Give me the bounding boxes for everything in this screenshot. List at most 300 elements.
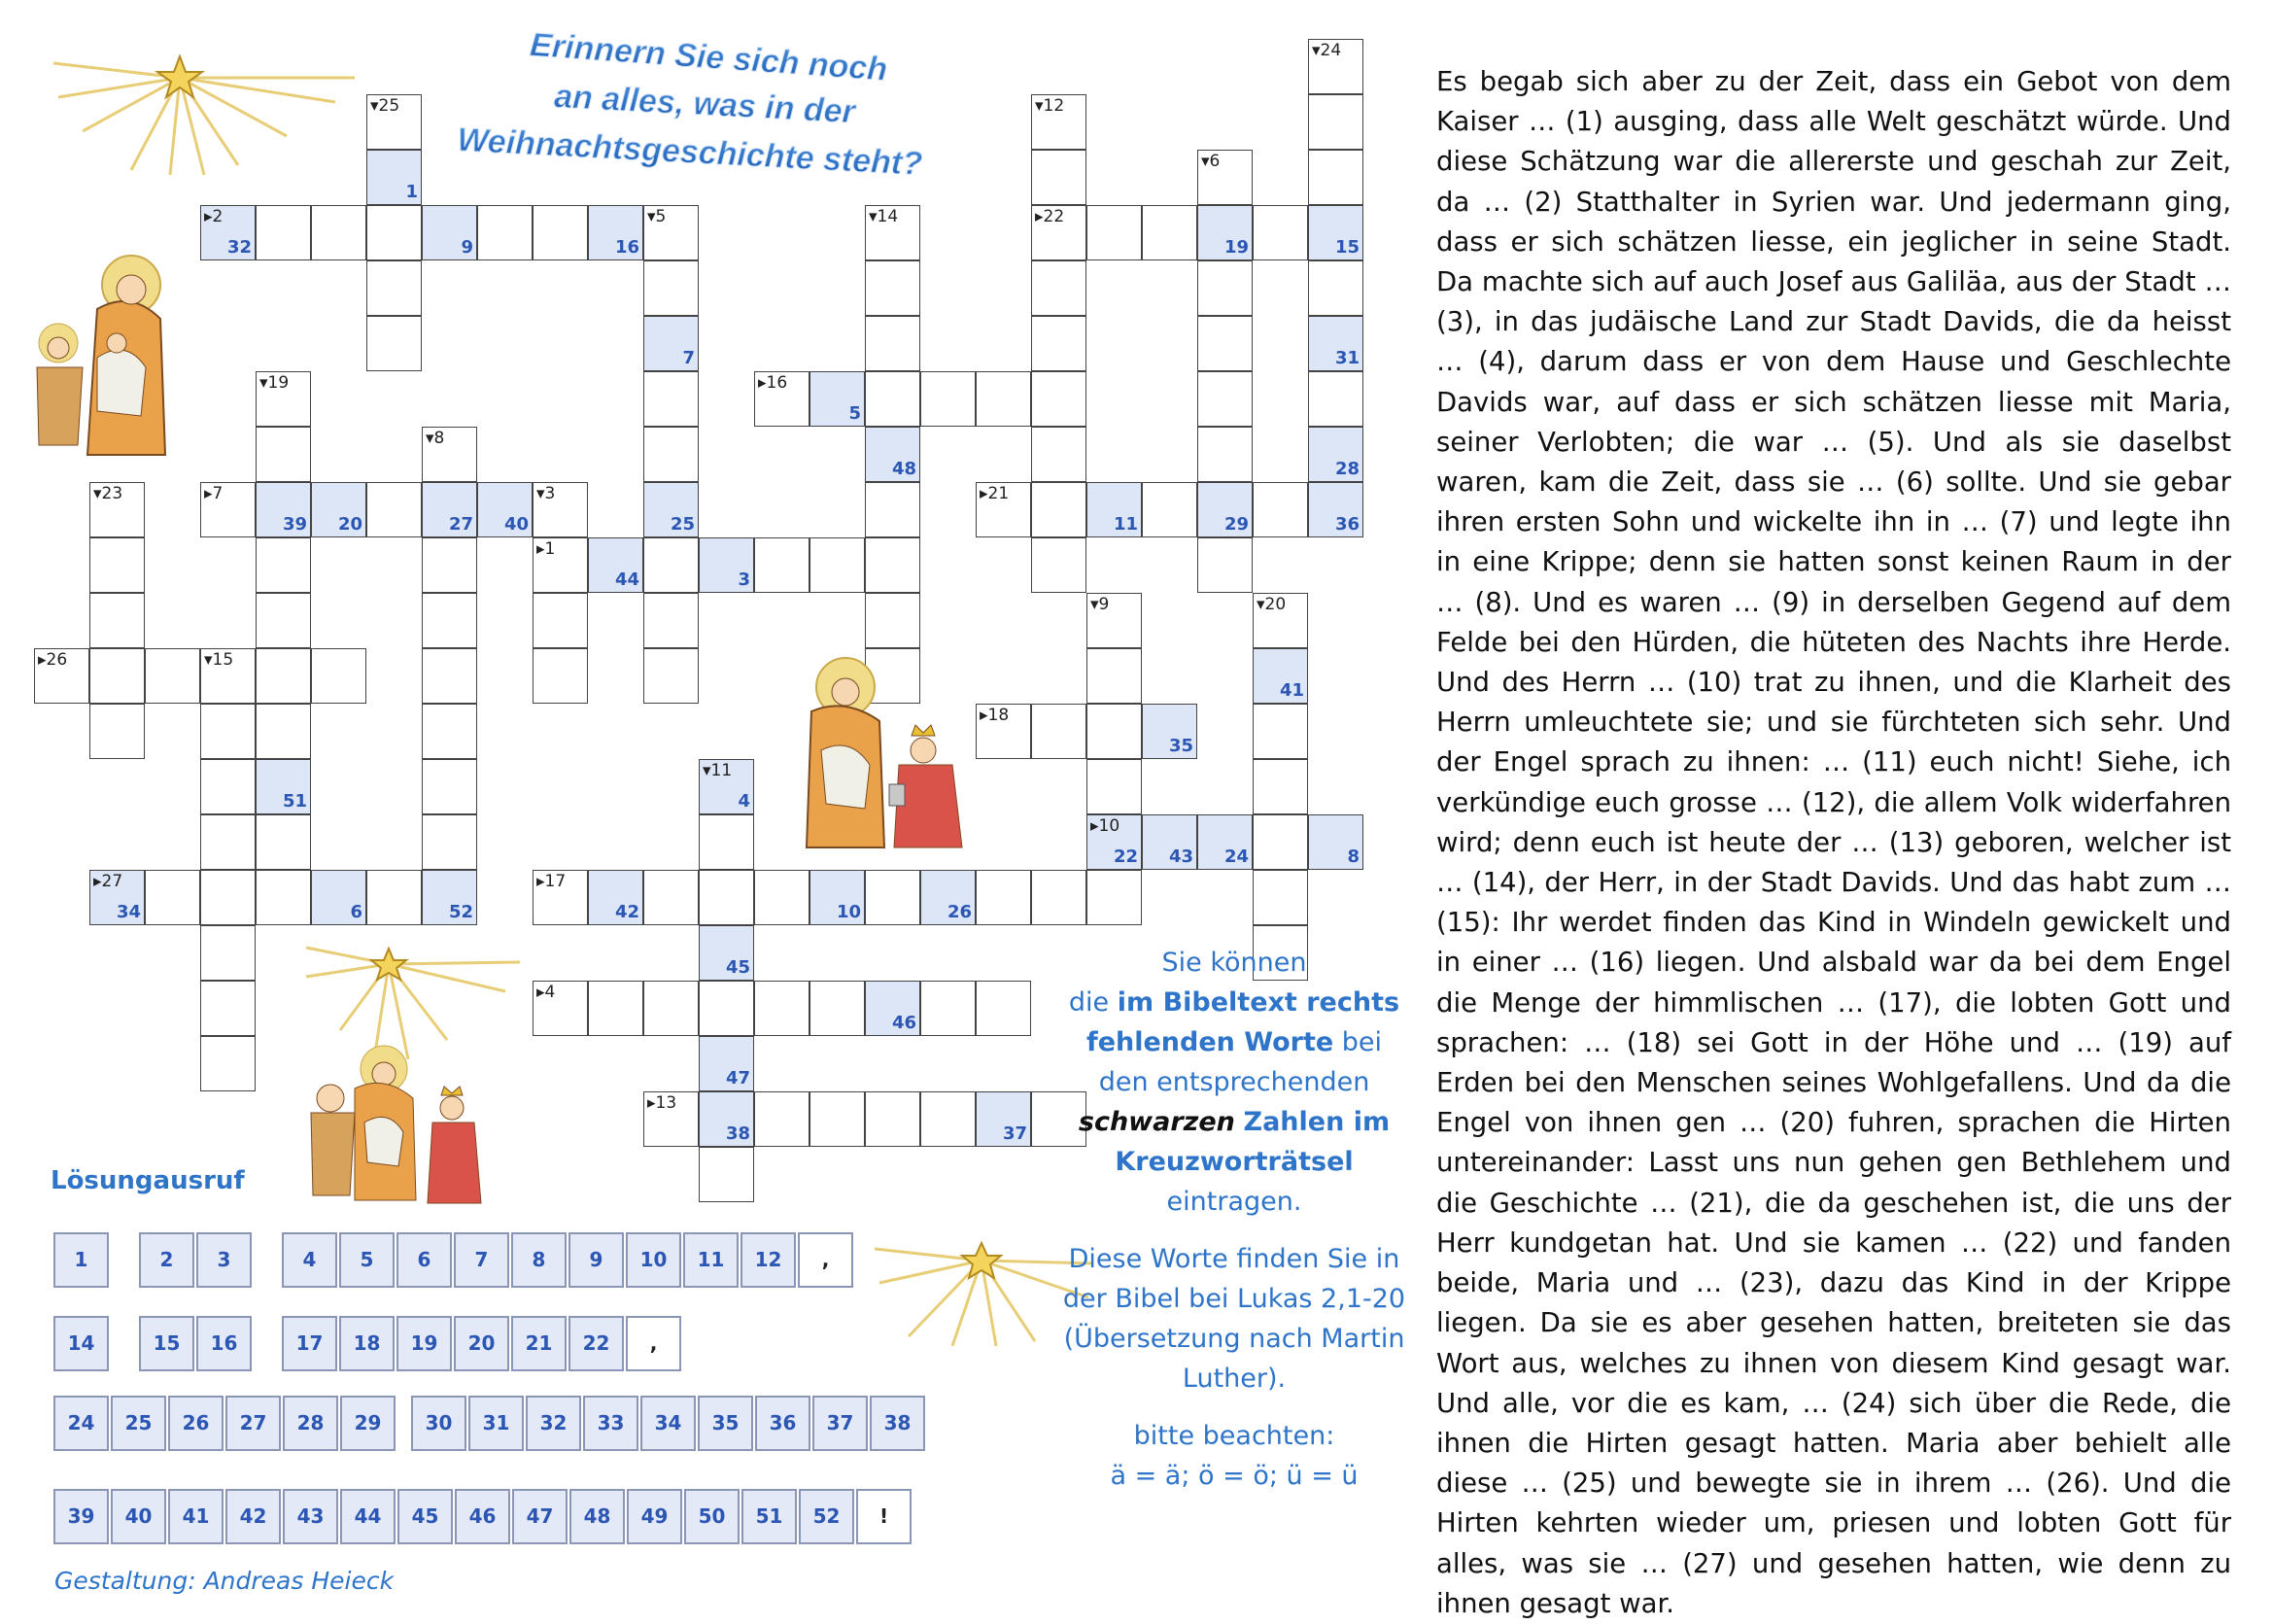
crossword-cell[interactable] [920, 1091, 976, 1147]
solution-box[interactable]: 12 [740, 1232, 796, 1288]
crossword-solution-cell[interactable] [976, 1091, 1031, 1147]
crossword-cell[interactable] [533, 482, 588, 537]
solution-index: 10 [836, 902, 861, 922]
crossword-solution-cell[interactable] [699, 1036, 754, 1091]
crossword-solution-cell[interactable] [1086, 482, 1142, 537]
solution-box[interactable]: 7 [454, 1232, 509, 1288]
solution-index: 32 [226, 237, 252, 258]
crossword-solution-cell[interactable] [809, 371, 865, 427]
solution-box[interactable]: 46 [455, 1489, 510, 1544]
solution-box[interactable]: 21 [511, 1316, 567, 1371]
crossword-cell[interactable] [200, 925, 256, 981]
crossword-cell[interactable] [1031, 704, 1086, 759]
instructions-emphasis: Zahlen im Kreuzworträtsel [1115, 1107, 1391, 1177]
crossword-cell[interactable] [1031, 870, 1086, 925]
crossword-cell[interactable] [256, 427, 311, 482]
clue-number: ▸27 [93, 872, 123, 891]
crossword-solution-cell[interactable] [311, 482, 366, 537]
solution-index: 8 [1347, 847, 1360, 867]
solution-index: 41 [1279, 680, 1304, 701]
solution-box[interactable]: 25 [111, 1396, 166, 1451]
crossword-cell[interactable] [256, 205, 311, 260]
crossword-solution-cell[interactable] [920, 870, 976, 925]
instructions-line: Sie können [1161, 948, 1307, 978]
solution-box[interactable]: 18 [339, 1316, 395, 1371]
solution-box[interactable]: 32 [526, 1396, 581, 1451]
solution-index: 35 [1168, 736, 1193, 756]
solution-box[interactable]: 38 [870, 1396, 925, 1451]
clue-number: ▸16 [758, 373, 788, 393]
solution-index: 45 [725, 957, 750, 978]
crossword-cell[interactable] [1253, 482, 1308, 537]
solution-box[interactable]: 48 [569, 1489, 625, 1544]
crossword-cell[interactable] [533, 870, 588, 925]
crossword-cell[interactable] [1142, 205, 1197, 260]
crossword-cell[interactable] [865, 371, 920, 427]
solution-index: 52 [448, 902, 473, 922]
crossword-cell[interactable] [643, 427, 699, 482]
solution-index: 42 [614, 902, 639, 922]
crossword-cell[interactable] [588, 981, 643, 1036]
nativity-magi-image [797, 653, 972, 852]
solution-box[interactable]: 43 [283, 1489, 338, 1544]
solution-box[interactable]: 49 [627, 1489, 682, 1544]
solution-index: 1 [405, 182, 418, 202]
crossword-cell[interactable] [976, 704, 1031, 759]
crossword-solution-cell[interactable] [366, 150, 422, 205]
crossword-cell[interactable] [1086, 704, 1142, 759]
crossword-cell[interactable] [200, 482, 256, 537]
crossword-cell[interactable] [1197, 537, 1253, 593]
crossword-cell[interactable] [366, 316, 422, 371]
crossword-solution-cell[interactable] [1253, 648, 1308, 704]
crossword-solution-cell[interactable] [699, 537, 754, 593]
crossword-cell[interactable] [145, 648, 200, 704]
star-icon [44, 39, 364, 175]
solution-box[interactable]: , [626, 1316, 681, 1371]
solution-box[interactable]: 31 [468, 1396, 524, 1451]
clue-number: ▾6 [1201, 152, 1221, 171]
crossword-cell[interactable] [422, 427, 477, 482]
crossword-cell[interactable] [311, 205, 366, 260]
solution-index: 40 [503, 514, 529, 535]
solution-box[interactable]: 44 [340, 1489, 396, 1544]
crossword-cell[interactable] [1197, 371, 1253, 427]
crossword-solution-cell[interactable] [1197, 205, 1253, 260]
crossword-cell[interactable] [809, 1091, 865, 1147]
crossword-cell[interactable] [1253, 704, 1308, 759]
crossword-cell[interactable] [920, 371, 976, 427]
clue-number: ▾25 [370, 96, 400, 116]
solution-box[interactable]: 19 [396, 1316, 452, 1371]
clue-number: ▾15 [204, 650, 234, 670]
clue-number: ▸10 [1090, 816, 1120, 836]
clue-number: ▸17 [536, 872, 567, 891]
title-line-2: an alles, was in der [553, 78, 856, 131]
crossword-solution-cell[interactable] [1308, 316, 1363, 371]
crossword-solution-cell[interactable] [588, 205, 643, 260]
solution-box[interactable]: 36 [755, 1396, 810, 1451]
clue-number: ▾14 [869, 207, 899, 226]
solution-box[interactable]: 37 [812, 1396, 868, 1451]
crossword-cell[interactable] [1308, 94, 1363, 150]
crossword-cell[interactable] [200, 981, 256, 1036]
solution-index: 26 [947, 902, 972, 922]
crossword-solution-cell[interactable] [477, 482, 533, 537]
solution-box[interactable]: 50 [684, 1489, 740, 1544]
crossword-cell[interactable] [1086, 870, 1142, 925]
solution-index: 22 [1113, 847, 1138, 867]
clue-number: ▾23 [93, 484, 123, 503]
crossword-cell[interactable] [865, 593, 920, 648]
crossword-cell[interactable] [422, 814, 477, 870]
crossword-solution-cell[interactable] [588, 870, 643, 925]
crossword-cell[interactable] [256, 537, 311, 593]
crossword-cell[interactable] [256, 593, 311, 648]
umlaut-note-title: bitte beachten: [1133, 1421, 1335, 1451]
clue-number: ▾11 [703, 761, 733, 780]
crossword-solution-cell[interactable] [1197, 482, 1253, 537]
crossword-cell[interactable] [1197, 427, 1253, 482]
solution-box[interactable]: 11 [683, 1232, 739, 1288]
solution-index: 31 [1334, 348, 1360, 368]
crossword-solution-cell[interactable] [1308, 427, 1363, 482]
crossword-solution-cell[interactable] [1308, 482, 1363, 537]
crossword-cell[interactable] [256, 814, 311, 870]
crossword-cell[interactable] [643, 1091, 699, 1147]
bible-text: Es begab sich aber zu der Zeit, dass ein Gebot von dem Kaiser … (1) ausging, dass alle Welt geschätzt würde. Und diese Schätzung war die allererste und geschah zur Zeit, da … (2) Statthalter in Syrien war. Und jedermann ging, dass er sich schätzen liesse, ein jeglicher in seine Stadt. Da machte sich auf auch Josef aus Galiläa, aus der Stadt … (3), in das judäische Land zur Stadt Davids, die da heisst … (4), darum dass er von dem Hause und Geschlechte Davids war, auf dass er sich schätzen liesse mit Maria, seiner Verlobten; die war … (5). Und als sie daselbst waren, kam die Zeit, dass sie … (6) sollte. Und sie gebar ihren ersten Sohn und wickelte ihn in … (7) und legte ihn in eine Krippe; denn sie hatten sonst keinen Raum in der … (8). Und es waren … (9) in derselben Gegend auf dem Felde bei den Hürden, die hüteten des Nachts ihre Herde. Und des Herrn … (10) trat zu ihnen, und die Klarheit des Herrn umleuchtete sie; und sie fürchteten sich sehr. Und der Engel sprach zu ihnen: … (11) euch nicht! Siehe, ich verkündige euch grosse … (12), die allem Volk widerfahren wird; denn euch ist heute der … (13) geboren, welcher ist … (14), der Herr, in der Stadt Davids. Und das habt zum … (15): Ihr werdet finden das Kind in Windeln gewickelt und in einer … (16) liegen. Und alsbald war da bei dem Engel die Menge der himmlischen … (17), die lobten Gott und sprachen: … (18) sei Gott in der Höhe und … (19) auf Erden bei den Menschen seines Wohlgefallens. Und da die Engel von ihnen gen … (20) fuhren, sprachen die Hirten untereinander: Lasst uns nun gehen gen Bethlehem und die Geschichte … (21), die da geschehen ist, die uns der Herr kundgetan hat. Und sie kamen … (22) und fanden beide, Maria und … (23), dazu das Kind in der Krippe liegen. Da sie es aber gesehen hatten, breiteten sie das Wort aus, welches zu ihnen von diesem Kind gesagt war. Und alle, vor die es kam, … (24) sich über die Rede, die ihnen die Hirten gesagt hatten. Maria aber behielt alle diese … (25) und bewegte sie in ihrem … (26). Und die Hirten kehrten wieder um, priesen und lobten Gott für alles, was sie … (27) und gesehen hatten, wie denn zu ihnen gesagt war. [1436, 66, 2231, 1619]
solution-box[interactable]: 42 [225, 1489, 281, 1544]
solution-index: 34 [116, 902, 141, 922]
solution-box[interactable]: 34 [640, 1396, 696, 1451]
clue-number: ▾9 [1090, 595, 1110, 614]
crossword-cell[interactable] [809, 537, 865, 593]
crossword-cell[interactable] [754, 981, 809, 1036]
instructions-text: eintragen. [1166, 1187, 1302, 1217]
clue-number: ▸1 [536, 539, 556, 559]
crossword-cell[interactable] [1308, 39, 1363, 94]
crossword-cell[interactable] [1086, 205, 1142, 260]
crossword-cell[interactable] [200, 814, 256, 870]
crossword-cell[interactable] [643, 648, 699, 704]
clue-number: ▸13 [647, 1093, 677, 1113]
crossword-cell[interactable] [699, 814, 754, 870]
crossword-cell[interactable] [1253, 870, 1308, 925]
crossword-solution-cell[interactable] [1086, 814, 1142, 870]
crossword-solution-cell[interactable] [311, 870, 366, 925]
crossword-cell[interactable] [643, 205, 699, 260]
solution-index: 51 [282, 791, 307, 812]
crossword-cell[interactable] [89, 648, 145, 704]
crossword-solution-cell[interactable] [1142, 814, 1197, 870]
crossword-cell[interactable] [256, 371, 311, 427]
crossword-solution-cell[interactable] [1308, 814, 1363, 870]
crossword-cell[interactable] [1253, 814, 1308, 870]
crossword-solution-cell[interactable] [809, 870, 865, 925]
instructions-text: die [1068, 987, 1110, 1018]
crossword-cell[interactable] [89, 593, 145, 648]
clue-number: ▸26 [38, 650, 68, 670]
crossword-cell[interactable] [643, 371, 699, 427]
clue-number: ▾5 [647, 207, 667, 226]
crossword-cell[interactable] [643, 981, 699, 1036]
solution-box[interactable]: , [798, 1232, 853, 1288]
solution-index: 43 [1168, 847, 1193, 867]
solution-box[interactable]: 16 [196, 1316, 252, 1371]
crossword-solution-cell[interactable] [256, 482, 311, 537]
crossword-cell[interactable] [422, 593, 477, 648]
crossword-solution-cell[interactable] [643, 482, 699, 537]
crossword-cell[interactable] [366, 260, 422, 316]
solution-index: 6 [350, 902, 362, 922]
crossword-solution-cell[interactable] [1308, 205, 1363, 260]
solution-index: 11 [1113, 514, 1138, 535]
solution-box[interactable]: 47 [512, 1489, 568, 1544]
crossword-cell[interactable] [643, 593, 699, 648]
solution-index: 47 [725, 1068, 750, 1088]
crossword-cell[interactable] [976, 981, 1031, 1036]
clue-number: ▸7 [204, 484, 224, 503]
crossword-solution-cell[interactable] [588, 537, 643, 593]
crossword-cell[interactable] [34, 648, 89, 704]
solution-box[interactable]: 22 [568, 1316, 624, 1371]
instructions-emphasis-black: schwarzen [1078, 1107, 1235, 1137]
solution-index: 3 [738, 570, 750, 590]
crossword-cell[interactable] [1308, 150, 1363, 205]
clue-number: ▾3 [536, 484, 556, 503]
solution-index: 15 [1334, 237, 1360, 258]
solution-box[interactable]: 40 [111, 1489, 166, 1544]
solution-box[interactable]: 5 [339, 1232, 395, 1288]
solution-box[interactable]: 51 [741, 1489, 797, 1544]
crossword-cell[interactable] [809, 981, 865, 1036]
crossword-cell[interactable] [1031, 427, 1086, 482]
solution-box[interactable]: 45 [397, 1489, 453, 1544]
crossword-cell[interactable] [366, 870, 422, 925]
crossword-cell[interactable] [200, 648, 256, 704]
solution-box[interactable]: 28 [283, 1396, 338, 1451]
crossword-solution-cell[interactable] [256, 759, 311, 814]
crossword-cell[interactable] [643, 870, 699, 925]
crossword-cell[interactable] [754, 537, 809, 593]
crossword-cell[interactable] [1031, 371, 1086, 427]
crossword-solution-cell[interactable] [865, 427, 920, 482]
solution-title: Lösungausruf [51, 1166, 245, 1195]
crossword-cell[interactable] [89, 482, 145, 537]
crossword-cell[interactable] [976, 371, 1031, 427]
bible-reference: Diese Worte finden Sie in der Bibel bei Lukas 2,1-20 (Übersetzung nach Martin Luther). [1062, 1244, 1406, 1394]
clue-number: ▾20 [1257, 595, 1287, 614]
crossword-cell[interactable] [1031, 205, 1086, 260]
instructions [1059, 943, 1409, 1496]
crossword-cell[interactable] [1031, 316, 1086, 371]
crossword-cell[interactable] [256, 870, 311, 925]
crossword-cell[interactable] [754, 1091, 809, 1147]
clue-number: ▾8 [426, 429, 445, 448]
solution-index: 7 [682, 348, 695, 368]
solution-index: 19 [1223, 237, 1249, 258]
crossword-solution-cell[interactable] [699, 925, 754, 981]
crossword-cell[interactable] [699, 870, 754, 925]
solution-index: 29 [1223, 514, 1249, 535]
crossword-cell[interactable] [1308, 371, 1363, 427]
crossword-cell[interactable] [200, 1036, 256, 1091]
solution-box[interactable]: 24 [53, 1396, 109, 1451]
solution-index: 36 [1334, 514, 1360, 535]
solution-box[interactable]: 52 [799, 1489, 854, 1544]
credit: Gestaltung: Andreas Heieck [54, 1567, 395, 1595]
solution-box[interactable]: 29 [340, 1396, 396, 1451]
crossword-cell[interactable] [699, 981, 754, 1036]
crossword-cell[interactable] [89, 537, 145, 593]
clue-number: ▾19 [259, 373, 290, 393]
crossword-cell[interactable] [422, 537, 477, 593]
solution-box[interactable]: ! [856, 1489, 912, 1544]
solution-box[interactable]: 9 [568, 1232, 624, 1288]
crossword-cell[interactable] [976, 870, 1031, 925]
crossword-solution-cell[interactable] [89, 870, 145, 925]
clue-number: ▸21 [980, 484, 1010, 503]
solution-index: 39 [282, 514, 307, 535]
crossword-cell[interactable] [422, 648, 477, 704]
crossword-cell[interactable] [699, 1147, 754, 1202]
solution-index: 4 [738, 791, 750, 812]
crossword-cell[interactable] [643, 260, 699, 316]
crossword-cell[interactable] [865, 260, 920, 316]
crossword-cell[interactable] [865, 870, 920, 925]
crossword-cell[interactable] [145, 870, 200, 925]
solution-box[interactable]: 2 [139, 1232, 194, 1288]
umlaut-note: ä = ä; ö = ö; ü = ü [1110, 1461, 1359, 1491]
crossword-cell[interactable] [200, 870, 256, 925]
solution-index: 44 [614, 570, 639, 590]
solution-index: 5 [848, 403, 861, 424]
solution-box[interactable]: 26 [168, 1396, 224, 1451]
solution-index: 46 [891, 1013, 916, 1033]
clue-number: ▾24 [1312, 41, 1342, 60]
crossword-solution-cell[interactable] [699, 1091, 754, 1147]
crossword-solution-cell[interactable] [643, 316, 699, 371]
crossword-cell[interactable] [865, 205, 920, 260]
crossword-cell[interactable] [643, 537, 699, 593]
title-line-3: Weihnachtsgeschichte steht? [456, 121, 924, 183]
crossword-solution-cell[interactable] [422, 870, 477, 925]
solution-box[interactable]: 30 [411, 1396, 466, 1451]
crossword-cell[interactable] [1197, 260, 1253, 316]
solution-box[interactable]: 1 [53, 1232, 109, 1288]
solution-box[interactable]: 17 [282, 1316, 337, 1371]
solution-box[interactable]: 39 [53, 1489, 109, 1544]
crossword-cell[interactable] [865, 537, 920, 593]
crossword-cell[interactable] [200, 759, 256, 814]
solution-index: 24 [1223, 847, 1249, 867]
solution-box[interactable]: 41 [168, 1489, 224, 1544]
crossword-cell[interactable] [976, 482, 1031, 537]
solution-index: 37 [1002, 1123, 1027, 1144]
solution-box[interactable]: 20 [454, 1316, 509, 1371]
crossword-cell[interactable] [366, 205, 422, 260]
crossword-cell[interactable] [422, 704, 477, 759]
crossword-cell[interactable] [256, 704, 311, 759]
crossword-solution-cell[interactable] [1197, 814, 1253, 870]
crossword-cell[interactable] [533, 537, 588, 593]
clue-number: ▸2 [204, 207, 224, 226]
crossword-cell[interactable] [1086, 759, 1142, 814]
crossword-cell[interactable] [1031, 260, 1086, 316]
crossword-solution-cell[interactable] [699, 759, 754, 814]
solution-index: 38 [725, 1123, 750, 1144]
clue-number: ▾12 [1035, 96, 1065, 116]
crossword-cell[interactable] [1253, 205, 1308, 260]
crossword-cell[interactable] [754, 870, 809, 925]
crossword-solution-cell[interactable] [865, 981, 920, 1036]
solution-index: 16 [614, 237, 639, 258]
crossword-cell[interactable] [533, 648, 588, 704]
crossword-cell[interactable] [1086, 648, 1142, 704]
crossword-cell[interactable] [533, 981, 588, 1036]
crossword-cell[interactable] [422, 759, 477, 814]
crossword-cell[interactable] [366, 94, 422, 150]
crossword-solution-cell[interactable] [422, 482, 477, 537]
solution-box[interactable]: 6 [396, 1232, 452, 1288]
crossword-cell[interactable] [1031, 537, 1086, 593]
crossword-cell[interactable] [1031, 482, 1086, 537]
crossword-cell[interactable] [865, 316, 920, 371]
crossword-cell[interactable] [1253, 593, 1308, 648]
crossword-cell[interactable] [754, 371, 809, 427]
instructions-text: bei den entsprechenden [1098, 1027, 1383, 1097]
solution-box[interactable]: 33 [583, 1396, 638, 1451]
solution-index: 48 [891, 459, 916, 479]
solution-box[interactable]: 27 [225, 1396, 281, 1451]
crossword-cell[interactable] [1308, 260, 1363, 316]
solution-index: 28 [1334, 459, 1360, 479]
crossword-cell[interactable] [533, 593, 588, 648]
crossword-solution-cell[interactable] [422, 205, 477, 260]
solution-box[interactable]: 10 [626, 1232, 681, 1288]
crossword-cell[interactable] [89, 704, 145, 759]
solution-box[interactable]: 35 [698, 1396, 753, 1451]
crossword-cell[interactable] [1142, 482, 1197, 537]
solution-box[interactable]: 3 [196, 1232, 252, 1288]
nativity-figure-image [29, 251, 170, 460]
crossword-cell[interactable] [311, 648, 366, 704]
crossword-cell[interactable] [1197, 316, 1253, 371]
crossword-cell[interactable] [920, 981, 976, 1036]
solution-box[interactable]: 15 [139, 1316, 194, 1371]
crossword-cell[interactable] [865, 482, 920, 537]
crossword-solution-cell[interactable] [1142, 704, 1197, 759]
solution-box[interactable]: 4 [282, 1232, 337, 1288]
crossword-cell[interactable] [533, 205, 588, 260]
crossword-solution-cell[interactable] [200, 205, 256, 260]
crossword-cell[interactable] [865, 1091, 920, 1147]
clue-number: ▸4 [536, 983, 556, 1002]
solution-box[interactable]: 14 [53, 1316, 109, 1371]
instructions-emphasis: im Bibeltext rechts fehlenden Worte [1085, 987, 1400, 1057]
crossword-cell[interactable] [200, 704, 256, 759]
solution-index: 25 [670, 514, 695, 535]
crossword-cell[interactable] [1253, 759, 1308, 814]
crossword-cell[interactable] [366, 482, 422, 537]
crossword-cell[interactable] [256, 648, 311, 704]
crossword-cell[interactable] [1197, 150, 1253, 205]
crossword-cell[interactable] [1086, 593, 1142, 648]
puzzle-title [447, 19, 1050, 194]
crossword-cell[interactable] [477, 205, 533, 260]
solution-index: 27 [448, 514, 473, 535]
solution-box[interactable]: 8 [511, 1232, 567, 1288]
